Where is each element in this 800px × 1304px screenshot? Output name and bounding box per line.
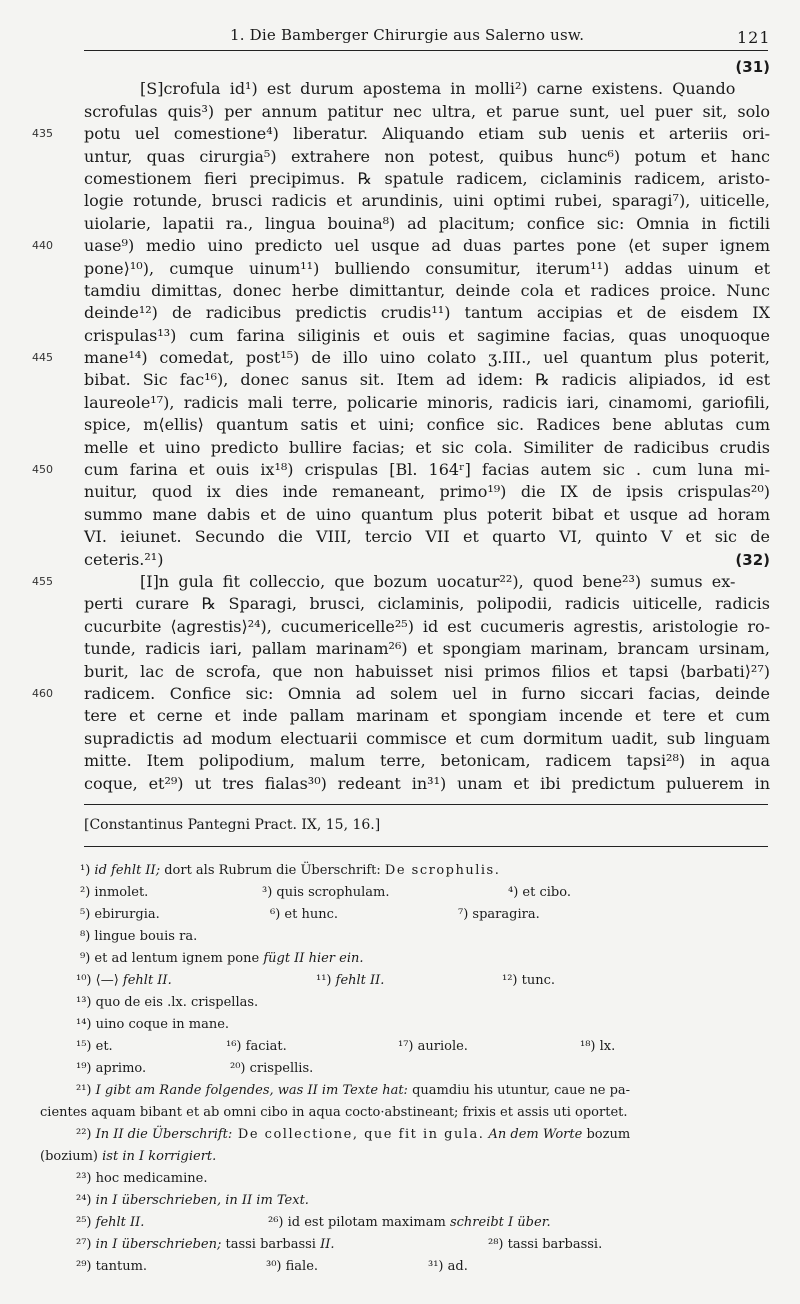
text-line: perti curare ℞ Sparagi, brusci, ciclaminis, polipodii, radicis uiticelle, radicis	[84, 594, 770, 614]
text-line: 460 radicem. Confice sic: Omnia ad solem uel in furno siccari facias, deinde	[84, 683, 770, 705]
footnote-row	[40, 1058, 770, 1080]
footnote-row	[40, 1234, 770, 1256]
footnote-row	[40, 926, 770, 948]
text-line: burit, lac de scrofa, que non habuisset nisi primos filios et tapsi ⟨barbati⟩²⁷)	[84, 661, 770, 681]
footnote: ³¹) ad.	[428, 1259, 468, 1274]
text-line: melle et uino predicto bullire facias; et sic cola. Similiter de radicibus crudis	[84, 437, 770, 457]
text-line: uiolarie, lapatii ra., lingua bouina⁸) ad placitum; confice sic: Omnia in fictili	[84, 213, 770, 233]
source-rule	[84, 804, 768, 805]
footnote-row	[40, 1014, 770, 1036]
footnote-row	[40, 992, 770, 1014]
footnote-row	[40, 1102, 770, 1124]
page-header	[0, 24, 800, 46]
footnote-continuation: cientes aquam bibant et ab omni cibo in aqua cocto·abstineant; frixis et assis uti oportet.	[40, 1105, 628, 1120]
line-number: 460	[32, 686, 53, 700]
footnote-row	[40, 882, 770, 904]
text-line: untur, quas cirurgia⁵) extrahere non potest, quibus hunc⁶) potum et hanc	[84, 146, 770, 166]
text-line: [S]crofula id¹) est durum apostema in molli²) carne existens. Quando	[140, 79, 736, 99]
text-line: supradictis ad modum electuarii commisce et cum dormitum uadit, sub linguam	[84, 728, 770, 748]
footnote-row	[40, 948, 770, 970]
footnote: ²⁸) tassi barbassi.	[488, 1237, 603, 1252]
footnote: ¹⁶) faciat.	[226, 1039, 287, 1054]
text-line: 435 potu uel comestione⁴) liberatur. Aliquando etiam sub uenis et arteriis ori-	[84, 123, 770, 145]
page-number: 121	[737, 28, 771, 47]
footnote: ⁴) et cibo.	[508, 885, 571, 900]
line-number: 440	[32, 239, 53, 253]
header-rule	[84, 50, 768, 51]
text-line: summo mane dabis et de uino quantum plus poterit bibat et usque ad horam	[84, 504, 770, 524]
footnote: ³) quis scrophulam.	[262, 885, 390, 900]
footnotes	[40, 860, 770, 1278]
running-title: 1. Die Bamberger Chirurgie aus Salerno usw.	[230, 26, 585, 44]
text-line: tere et cerne et inde pallam marinam et spongiam incende et tere et cum	[84, 706, 770, 726]
footnote: ⁶) et hunc.	[270, 907, 338, 922]
footnote: ⁹) et ad lentum ignem pone fügt II hier ein.	[80, 951, 364, 966]
footnote: ¹⁷) auriole.	[398, 1039, 468, 1054]
text-line: nuitur, quod ix dies inde remaneant, primo¹⁹) die IX de ipsis crispulas²⁰)	[84, 482, 770, 502]
line-number: 455	[32, 574, 53, 588]
text-line: comestionem fieri precipimus. ℞ spatule radicem, ciclaminis radicem, aristo-	[84, 168, 770, 188]
footnote: ²) inmolet.	[80, 885, 149, 900]
footnote: ¹⁰) ⟨—⟩ fehlt II.	[76, 973, 172, 988]
footnote: ¹) id fehlt II; dort als Rubrum die Überschrift: De scrophulis.	[80, 863, 501, 878]
footnote: ²⁹) tantum.	[76, 1259, 148, 1274]
text-line: 445 mane¹⁴) comedat, post¹⁵) de illo uino colato ʒ.III., uel quantum plus poterit,	[84, 347, 770, 369]
footnote-row	[40, 1168, 770, 1190]
footnote-row	[40, 1124, 770, 1146]
footnote-row	[40, 970, 770, 992]
footnote: ⁸) lingue bouis ra.	[80, 929, 198, 944]
text-line: 455 [I]n gula fit colleccio, que bozum uocatur²²), quod bene²³) sumus ex-	[84, 571, 770, 593]
footnote: ¹³) quo de eis .lx. crispellas.	[76, 995, 259, 1010]
footnote: ²⁵) fehlt II.	[76, 1215, 145, 1230]
footnote: ¹²) tunc.	[502, 973, 556, 988]
footnote: ³⁰) fiale.	[266, 1259, 319, 1274]
text-line: laureole¹⁷), radicis mali terre, policarie minoris, radicis iari, cinamomi, gariofili,	[84, 392, 770, 412]
line-number: 435	[32, 127, 53, 141]
footnote: ²⁷) in I überschrieben; tassi barbassi II.	[76, 1237, 335, 1252]
footnote-row	[40, 860, 770, 882]
footnote: ²²) In II die Überschrift: De collectione, que fit in gula. An dem Worte bozum	[76, 1127, 631, 1142]
text-line: coque, et²⁹) ut tres fialas³⁰) redeant in³¹) unam et ibi predictum puluerem in	[84, 773, 770, 793]
text-line: tamdiu dimittas, donec herbe dimittantur, deinde cola et radices proice. Nunc	[84, 280, 770, 300]
footnote-rule	[84, 846, 768, 847]
text-line: mitte. Item polipodium, malum terre, betonicam, radicem tapsi²⁸) in aqua	[84, 751, 770, 771]
section-number: (31)	[735, 58, 770, 76]
text-line: bibat. Sic fac¹⁶), donec sanus sit. Item ad idem: ℞ radicis alipiados, id est	[84, 370, 770, 390]
footnote-row	[40, 1190, 770, 1212]
text-line: spice, m⟨ellis⟩ quantum satis et uini; confice sic. Radices bene ablutas cum	[84, 415, 770, 435]
main-text	[32, 56, 770, 795]
footnote: ¹⁸) lx.	[580, 1039, 616, 1054]
text-line: 440 uase⁹) medio uino predicto uel usque ad duas partes pone ⟨et super ignem	[84, 235, 770, 257]
footnote-continuation: (bozium) ist in I korrigiert.	[40, 1149, 217, 1164]
text-line: 450 cum farina et ouis ix¹⁸) crispulas [Bl. 164ʳ] facias autem sic . cum luna mi-	[84, 459, 770, 481]
footnote: ²¹) I gibt am Rande folgendes, was II im Texte hat: quamdiu his utuntur, caue ne pa-	[76, 1083, 631, 1098]
text-line: crispulas¹³) cum farina siliginis et ouis et sagimine facias, quas unoquoque	[84, 325, 770, 345]
footnote: ²⁴) in I überschrieben, in II im Text.	[76, 1193, 309, 1208]
footnote: ¹⁴) uino coque in mane.	[76, 1017, 230, 1032]
footnote: ¹⁹) aprimo.	[76, 1061, 147, 1076]
source-note: [Constantinus Pantegni Pract. IX, 15, 16.]	[84, 817, 381, 833]
text-line: tunde, radicis iari, pallam marinam²⁶) et spongiam marinam, brancam ursinam,	[84, 639, 770, 659]
section-heading	[84, 56, 770, 78]
text-line: pone⟩¹⁰), cumque uinum¹¹) bulliendo consumitur, iterum¹¹) addas uinum et	[84, 258, 770, 278]
footnote-row	[40, 1036, 770, 1058]
footnote-row	[40, 1080, 770, 1102]
footnote-row	[40, 904, 770, 926]
text-line: deinde¹²) de radicibus predictis crudis¹¹) tantum accipias et de eisdem IX	[84, 303, 770, 323]
footnote-row	[40, 1146, 770, 1168]
line-number: 450	[32, 463, 53, 477]
text-line: scrofulas quis³) per annum patitur nec ultra, et parue sunt, uel puer sit, solo	[84, 101, 770, 121]
footnote: ⁵) ebirurgia.	[80, 907, 160, 922]
line-number: 445	[32, 351, 53, 365]
text-line: logie rotunde, brusci radicis et arundinis, uini optimi rubei, sparagi⁷), uiticelle,	[84, 191, 770, 211]
footnote: ⁷) sparagira.	[458, 907, 540, 922]
footnote: ¹⁵) et.	[76, 1039, 113, 1054]
footnote-row	[40, 1256, 770, 1278]
footnote: ²³) hoc medicamine.	[76, 1171, 208, 1186]
text-line: ceteris.²¹) (32)	[84, 549, 770, 571]
footnote: ²⁶) id est pilotam maximam schreibt I über.	[268, 1215, 551, 1230]
footnote-row	[40, 1212, 770, 1234]
text-line: VI. ieiunet. Secundo die VIII, tercio VII et quarto VI, quinto V et sic de	[84, 527, 770, 547]
footnote: ²⁰) crispellis.	[230, 1061, 314, 1076]
text-line: cucurbite ⟨agrestis⟩²⁴), cucumericelle²⁵) id est cucumeris agrestis, aristologie ro-	[84, 616, 770, 636]
section-number: (32)	[735, 550, 770, 569]
footnote: ¹¹) fehlt II.	[316, 973, 385, 988]
